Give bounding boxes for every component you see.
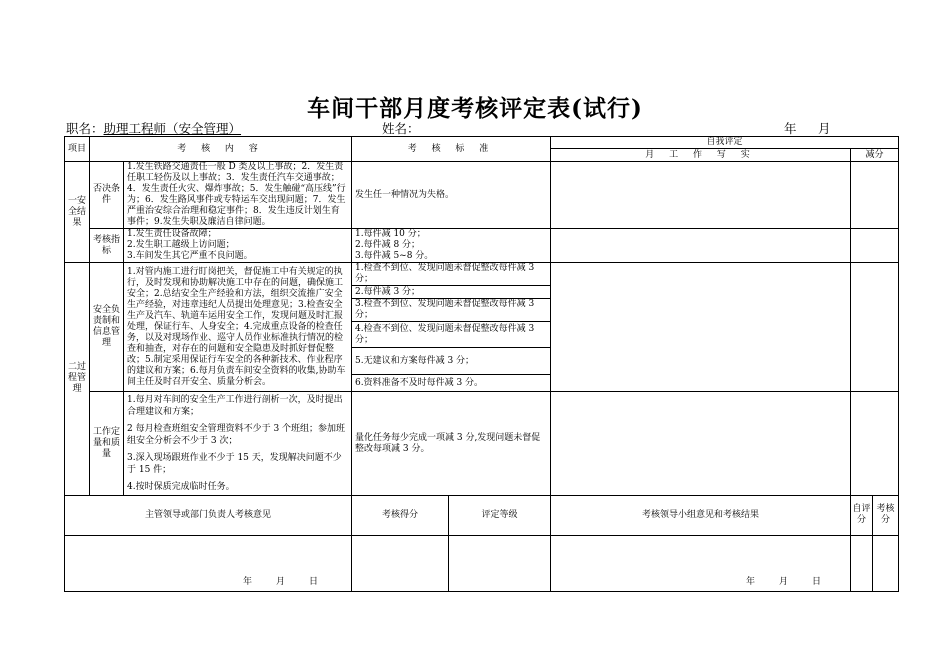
assess-score-cell[interactable] — [352, 535, 449, 591]
leader-group-opinion-header: 考核领导小组意见和考核结果 — [551, 495, 851, 535]
name-field — [382, 119, 500, 137]
deduction-cell[interactable] — [851, 392, 899, 495]
safety-standard-3: 3.检查不到位、发现问题未督促整改每件减 3 分； — [352, 299, 551, 322]
assess-score-header: 考核得分 — [352, 495, 449, 535]
self-eval-cell[interactable] — [551, 392, 851, 495]
date-year: 年 — [243, 577, 253, 587]
safety-standard-4: 4.检查不到位、发现问题未督促整改每件减 3 分； — [352, 322, 551, 348]
supervisor-opinion-cell[interactable] — [65, 535, 352, 591]
header-deduction: 减分 — [851, 149, 899, 162]
position-label: 职名： — [66, 121, 104, 136]
supervisor-opinion-header: 主管领导或部门负责人考核意见 — [65, 495, 352, 535]
row-work-quality-content — [124, 392, 352, 495]
self-score-header: 自评分 — [851, 495, 873, 535]
header-monthly-work: 月 工 作 写 实 — [551, 149, 851, 162]
month-label: 月 — [818, 121, 831, 136]
row-work-quality-standard: 量化任务每少完成一项减 3 分,发现问题未督促整改每项减 3 分。 — [352, 392, 551, 495]
deduction-cell[interactable] — [851, 263, 899, 392]
assessment-table — [64, 136, 899, 592]
header-item: 项目 — [65, 137, 90, 162]
assess-score-v-header: 考核分 — [873, 495, 899, 535]
rating-level-header: 评定等级 — [449, 495, 551, 535]
assess-content-item: 1.发生责任设备故障； — [127, 229, 217, 240]
self-eval-cell[interactable] — [551, 162, 851, 229]
name-blank[interactable] — [420, 123, 500, 137]
assess-content-item: 3.车间发生其它严重不良问题。 — [127, 251, 253, 262]
assess-standard-item: 1.每件减 10 分； — [355, 229, 426, 240]
date-year: 年 — [746, 577, 756, 587]
row-safety-info-label: 安全负责制和信息管理 — [90, 263, 124, 392]
row-work-quality-label: 工作定量和质量 — [90, 392, 124, 495]
section-process-mgmt: 二过程管理 — [65, 263, 90, 495]
header-content: 考 核 内 容 — [90, 137, 352, 162]
section-safety-result: 一安全结果 — [65, 162, 90, 263]
header-standard: 考 核 标 准 — [352, 137, 551, 162]
work-quality-item: 3.深入现场跟班作业不少于 15 天，发现解决问题不少于 15 件； — [127, 453, 342, 476]
row-safety-info-content: 1.对管内施工进行盯岗把关，督促施工中有关规定的执行，及时发现和协助解决施工中存在的问题，确保施工安全；2.总结安全生产经验和方法，组织交流推广安全生产经验，对违章违纪人员提出处理意见；3.检查安全生产及汽车、轨道车运用安全工作，发现问题及时汇报处理，保证行车、人身安全；4.完成重点设备的检查任务，以及对现场作业、巡守人员作业标准执行情况的检查和抽查，对存在的问题和安全隐患及时抓好督促整改；5.制定采用保证行车安全的各种新技术、作业程序的建议和方案；6.每月负责车间安全资料的收集,协助车间主任及时召开安全、质量分析会。 — [124, 263, 352, 392]
assess-content-item: 2.发生职工越级上访问题； — [127, 240, 235, 251]
date-day: 日 — [309, 577, 319, 587]
assess-standard-item: 3.每件减 5~8 分。 — [355, 251, 434, 262]
work-quality-item: 1.每月对车间的安全生产工作进行剖析一次，及时提出合理建议和方案； — [127, 395, 343, 418]
safety-standard-2: 2.每件减 3 分； — [352, 286, 551, 299]
work-quality-item: 4.按时保质完成临时任务。 — [127, 482, 235, 493]
rating-level-cell[interactable] — [449, 535, 551, 591]
self-eval-cell[interactable] — [551, 263, 851, 392]
safety-standard-1: 1.检查不到位、发现问题未督促整改每件减 3 分； — [352, 263, 551, 286]
deduction-cell[interactable] — [851, 162, 899, 229]
date-month: 月 — [779, 577, 789, 587]
row-veto-standard: 发生任一种情况为失格。 — [352, 162, 551, 229]
year-label: 年 — [784, 121, 797, 136]
date-day: 日 — [812, 577, 822, 587]
position-field — [66, 119, 241, 137]
row-assess-standard — [352, 229, 551, 263]
row-veto-label: 否决条件 — [90, 162, 124, 229]
deduction-cell[interactable] — [851, 229, 899, 263]
row-veto-content: 1.发生铁路交通责任一般 D 类及以上事故；2．发生责任职工轻伤及以上事故；3．发生责任汽车交通事故；4．发生责任火灾、爆炸事故；5．发生触碰“高压线”行为；6．发生路风事件或专特运车交出现问题；7．发生严重治安综合治理和稳定事件；8．发生违反计划生育事件；9.发生失职及廉洁自律问题。 — [124, 162, 352, 229]
safety-standard-5: 5.无建议和方案每件减 3 分； — [352, 348, 551, 375]
work-quality-item: 2 每月检查班组安全管理资料不少于 3 个班组；参加班组安全分析会不少于 3 次； — [127, 424, 346, 447]
assess-standard-item: 2.每件减 8 分； — [355, 240, 421, 251]
row-assess-label: 考核指标 — [90, 229, 124, 263]
safety-standard-6: 6.资料准备不及时每件减 3 分。 — [352, 375, 551, 392]
self-eval-cell[interactable] — [551, 229, 851, 263]
date-month: 月 — [276, 577, 286, 587]
assess-score-v-cell[interactable] — [873, 535, 899, 591]
position-value: 助理工程师（安全管理） — [103, 121, 242, 136]
leader-group-opinion-cell[interactable] — [551, 535, 851, 591]
row-assess-content — [124, 229, 352, 263]
name-label: 姓名： — [382, 121, 420, 136]
header-self-eval: 自我评定 — [551, 137, 899, 149]
self-score-cell[interactable] — [851, 535, 873, 591]
page-title: 车间干部月度考核评定表(试行) — [307, 95, 643, 122]
